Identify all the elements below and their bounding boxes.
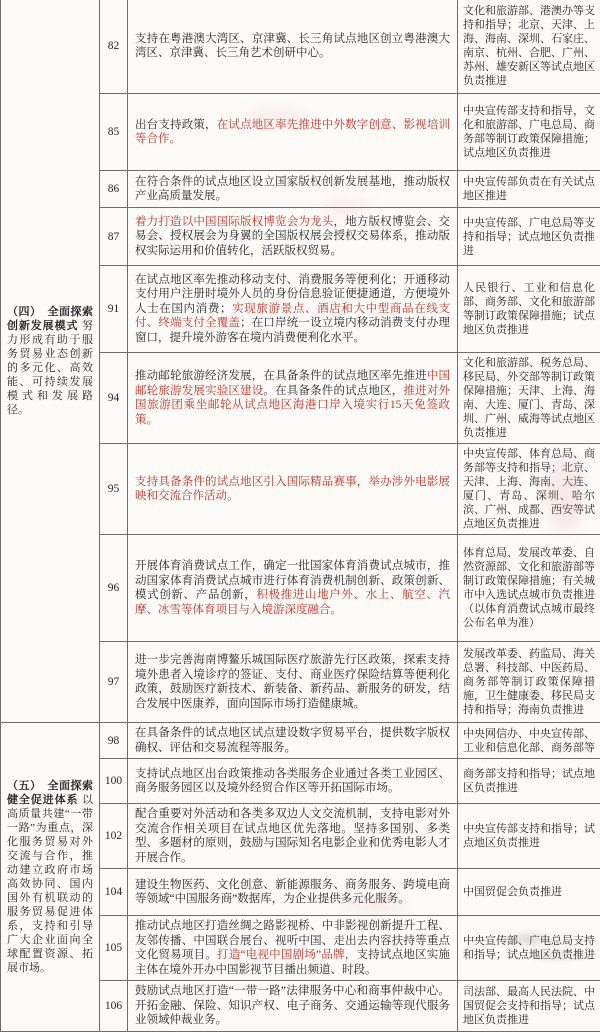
measure-cell [128, 94, 458, 171]
measure-text: ，地方版权博览会、交易会、授权展会为身翼的全国版权展会授权交易体系，推动版权实际运用和价值转化，活跃版权贸易。 [135, 216, 450, 257]
measure-cell [128, 208, 458, 266]
responsibility-cell: 中央宣传部、广电总局等支持和指导；试点地区负责推进 [458, 208, 600, 266]
row-number: 104 [100, 869, 128, 916]
measure-text-red: 支持具备条件的试点地区引入国际精品赛事，举办涉外电影展映和交流合作活动。 [135, 476, 450, 503]
measure-cell [128, 804, 458, 869]
measure-cell [128, 642, 458, 723]
measure-cell [128, 353, 458, 444]
measure-text: 配合重要对外活动和各类多双边人文交流机制，支持电影对外交流合作相关项目在试点地区优先落地。坚持多国别、多类型、多题材的原则，鼓励与国际知名电影企业和优秀电影人才开展合作。 [135, 808, 450, 864]
measure-text: 支持试点地区实施主体在境外开办中国影视节目播出频道、时段。 [135, 949, 450, 976]
measure-cell [128, 535, 458, 642]
policy-table-body [1, 0, 600, 1031]
responsibility-cell: 文化和旅游部、税务总局、移民局、外交部等制订政策保障措施；天津、上海、海南、大连、厦门、青岛、深圳、广州、威海等试点地区负责推进 [458, 353, 600, 444]
responsibility-cell: 发展改革委、药监局、海关总署、科技部、中医药局、商务部等制订政策保障措施，卫生健康委、移民局支持和指导；海南负责推进 [458, 642, 600, 723]
measure-text-red: 在试点地区率先推进中外数字创意、影视培训等合作。 [135, 119, 450, 146]
measure-text: 。在具备条件的试点地区， [263, 385, 403, 397]
measure-cell [128, 0, 458, 94]
row-number: 95 [100, 444, 128, 535]
row-number: 87 [100, 208, 128, 266]
responsibility-cell: 司法部、最高人民法院、中国贸促会支持和指导；试点地区负责推进 [458, 981, 600, 1032]
measure-text: ；在口岸统一设立境内移动消费支付办理窗口，提升境外游客在境内消费便利化水平。 [135, 317, 450, 344]
table-row [1, 0, 600, 94]
measure-cell [128, 759, 458, 804]
responsibility-cell: 中央宣传部、体育总局、商务部等支持和指导；北京、天津、上海、海南、大连、厦门、青岛、深圳、哈尔滨、广州、成都、西安等试点地区负责推进 [458, 444, 600, 535]
measure-cell [128, 171, 458, 208]
measure-text: 建设生物医药、文化创意、新能源服务、商务服务、跨境电商等领域“中国服务商”数据库，为企业提供多元化服务。 [135, 879, 450, 906]
category-cell [1, 723, 100, 1032]
row-number: 82 [100, 0, 128, 94]
responsibility-cell: 商务部支持和指导；试点地区负责推进 [458, 759, 600, 804]
measure-text: 进一步完善海南博鳌乐城国际医疗旅游先行区政策，探索支持境外患者入境诊疗的签证、支付、商业医疗保险结算等便利化政策，鼓励医疗新技术、新装备、新药品、新服务的研发，结合发展中医康养，面向国际市场打造健康城。 [135, 654, 450, 710]
measure-text: 鼓励试点地区打造“一带一路”法律服务中心和商事仲裁中心。开拓金融、保险、知识产权、电子商务、交通运输等现代服务业领域仲裁业务。 [135, 985, 450, 1026]
measure-text-red: 中国邮轮旅游发展实验区建设 [135, 370, 450, 397]
measure-text-red: 着力打造以中国国际版权博览会为龙头 [135, 216, 333, 228]
measure-cell [128, 869, 458, 916]
measure-text: 出台支持政策， [135, 119, 217, 131]
measure-cell [128, 723, 458, 759]
measure-text: 在符合条件的试点地区设立国家版权创新发展基地，推动版权产业高质量发展。 [135, 176, 450, 203]
measure-text: 在试点地区率先推动移动支付、消费服务等便利化；开通移动支付用户注册时境外人员的身份信息验证便捷通道，方便境外人士在国内消费； [135, 274, 450, 315]
measure-text: 支持试点地区出台政策推动各类服务企业通过各类工业园区、商务服务园区以及境外经贸合作区等开拓国际市场。 [135, 768, 450, 795]
measure-text-red: 实现旅游景点、酒店和大中型商品在线支付、终端支付全覆盖 [135, 303, 450, 330]
row-number: 91 [100, 266, 128, 353]
category-heading: （五） 全面探索健全促进体系 [7, 780, 93, 806]
responsibility-cell: 中央网信办、中央宣传部、工业和信息化部、商务部等 [458, 723, 600, 759]
category-cell [1, 0, 100, 723]
measure-text: 支持在粤港澳大湾区、京津冀、长三角试点地区创立粤港澳大湾区、京津冀、长三角艺术创研中心。 [135, 33, 450, 60]
row-number: 98 [100, 723, 128, 759]
measure-text: 推动试点地区打造丝绸之路影视桥、中非影视创新提升工程、友邻传播、中国联合展台、视听中国、走出去内容扶持等重点文化贸易项目。 [135, 920, 450, 961]
category-body: 努力形成有助于服务贸易业态创新的多元化、高效能、可持续发展模式和发展路径。 [7, 320, 93, 416]
category-body: 以高质量共建“一带一路”为重点，深化服务贸易对外交流与合作，推动建立政府市场高效协同、国内国外有机联动的服务贸易促进体系，支持和引导广大企业面向全球配置资源、拓展市场。 [7, 794, 93, 974]
measure-text: 推动邮轮旅游经济发展，在具备条件的试点地区率先推进 [135, 370, 427, 382]
table-row [1, 723, 600, 759]
responsibility-cell: 体育总局、发展改革委、自然资源部、文化和旅游部等制订政策保障措施；有关城市中入选试点城市负责推进（以体育消费试点城市最终公布名单为准） [458, 535, 600, 642]
row-number: 105 [100, 916, 128, 981]
responsibility-cell: 中央宣传部、广电总局支持和指导；试点地区负责推进 [458, 916, 600, 981]
row-number: 106 [100, 981, 128, 1032]
row-number: 97 [100, 642, 128, 723]
row-number: 86 [100, 171, 128, 208]
responsibility-cell: 中央宣传部支持和指导；试点地区负责推进 [458, 804, 600, 869]
responsibility-cell: 中国贸促会负责推进 [458, 869, 600, 916]
measure-cell [128, 444, 458, 535]
row-number: 94 [100, 353, 128, 444]
measure-cell [128, 981, 458, 1032]
measure-text-red: 打造“电视中国剧场”品牌， [217, 949, 357, 961]
measure-text: 在具备条件的试点地区试点建设数字贸易平台，提供数字版权确权、评估和交易流程等服务。 [135, 727, 450, 754]
row-number: 102 [100, 804, 128, 869]
responsibility-cell: 文化和旅游部、港澳办等支持和指导；北京、天津、上海、海南、深圳、石家庄、南京、杭州、合肥、广州、苏州、雄安新区等试点地区负责推进 [458, 0, 600, 94]
row-number: 85 [100, 94, 128, 171]
row-number: 96 [100, 535, 128, 642]
measure-text-red: 积极推进山地户外、水上、航空、汽摩、冰雪等体育项目与入境游深度融合。 [135, 589, 450, 616]
row-number: 100 [100, 759, 128, 804]
category-heading: （四） 全面探索创新发展模式 [7, 306, 93, 332]
measure-cell [128, 266, 458, 353]
responsibility-cell: 中央宣传部负责在有关试点地区推进 [458, 171, 600, 208]
responsibility-cell: 中央宣传部支持和指导，文化和旅游部、广电总局、商务部等制订政策保障措施；试点地区负责推进 [458, 94, 600, 171]
measure-text-red: 推进对外国旅游团乘坐邮轮从试点地区海港口岸入境实行15天免签政策。 [135, 385, 450, 426]
responsibility-cell: 人民银行、工业和信息化部、商务部、文化和旅游部等制订政策保障措施；试点地区负责推进 [458, 266, 600, 353]
measure-text: 开展体育消费试点工作，确定一批国家体育消费试点城市，推动国家体育消费试点城市进行体育消费机制创新、政策创新、模式创新、产品创新， [135, 560, 450, 601]
